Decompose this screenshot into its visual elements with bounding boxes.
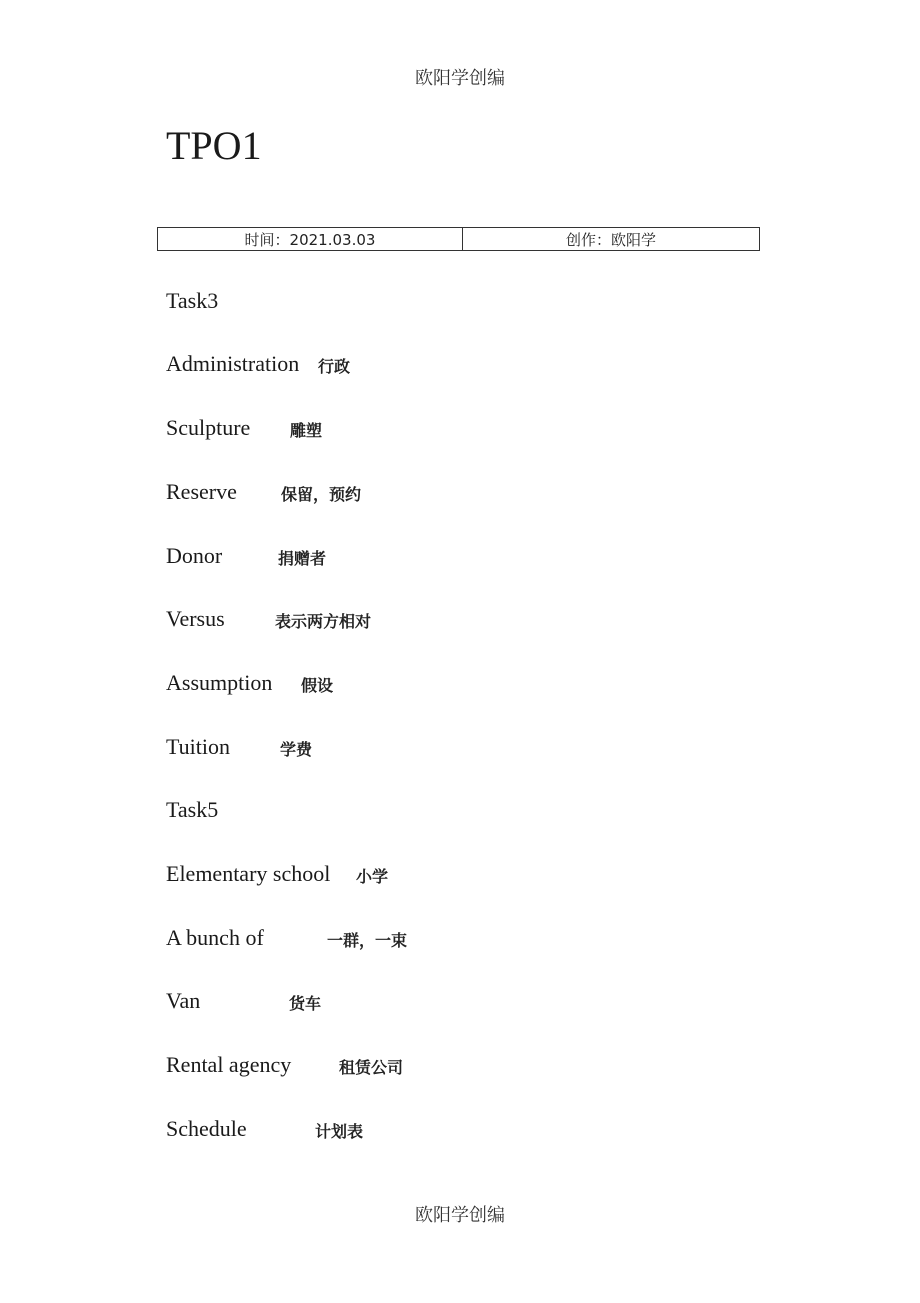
vocab-chinese: 计划表 <box>315 1122 364 1141</box>
vocab-chinese: 一群，一束 <box>327 931 408 950</box>
vocab-chinese: 租赁公司 <box>339 1058 404 1077</box>
vocab-english: Tuition <box>166 734 231 759</box>
vocab-item <box>166 1052 404 1078</box>
vocab-chinese: 雕塑 <box>290 421 323 440</box>
vocab-english: Reserve <box>166 479 237 504</box>
vocab-item <box>166 415 323 441</box>
vocab-item <box>166 606 372 632</box>
vocab-english: Versus <box>166 606 225 631</box>
vocab-item <box>166 479 362 505</box>
meta-author: 创作：欧阳学 <box>463 228 760 251</box>
vocab-chinese: 假设 <box>301 676 334 695</box>
vocab-chinese: 货车 <box>289 994 322 1013</box>
meta-time: 时间：2021.03.03 <box>158 228 463 251</box>
vocab-item <box>166 925 408 951</box>
vocab-english: Sculpture <box>166 415 251 440</box>
vocab-item <box>166 861 389 887</box>
vocab-chinese: 保留，预约 <box>281 485 362 504</box>
vocab-item <box>166 988 322 1014</box>
vocab-english: Van <box>166 988 201 1013</box>
section-heading-task5: Task5 <box>166 797 219 822</box>
page-header: 欧阳学创编 <box>415 68 505 89</box>
vocab-chinese: 表示两方相对 <box>275 612 372 631</box>
document-title: TPO1 <box>166 123 262 168</box>
vocab-item <box>166 670 334 696</box>
vocab-english: Schedule <box>166 1116 247 1141</box>
vocab-english: Rental agency <box>166 1052 292 1077</box>
vocab-chinese: 行政 <box>318 357 351 376</box>
vocab-item <box>166 734 313 760</box>
vocab-chinese: 小学 <box>356 867 389 886</box>
vocab-item <box>166 1116 364 1142</box>
vocab-english: Assumption <box>166 670 273 695</box>
vocab-english: Elementary school <box>166 861 331 886</box>
vocab-english: Donor <box>166 543 223 568</box>
vocab-chinese: 学费 <box>280 740 313 759</box>
section-heading-task3: Task3 <box>166 288 219 313</box>
vocab-english: A bunch of <box>166 925 264 950</box>
vocab-item <box>166 351 351 377</box>
meta-table <box>157 227 760 251</box>
vocab-item <box>166 543 327 569</box>
page-footer: 欧阳学创编 <box>415 1205 505 1226</box>
vocab-chinese: 捐赠者 <box>278 549 327 568</box>
vocab-english: Administration <box>166 351 300 376</box>
